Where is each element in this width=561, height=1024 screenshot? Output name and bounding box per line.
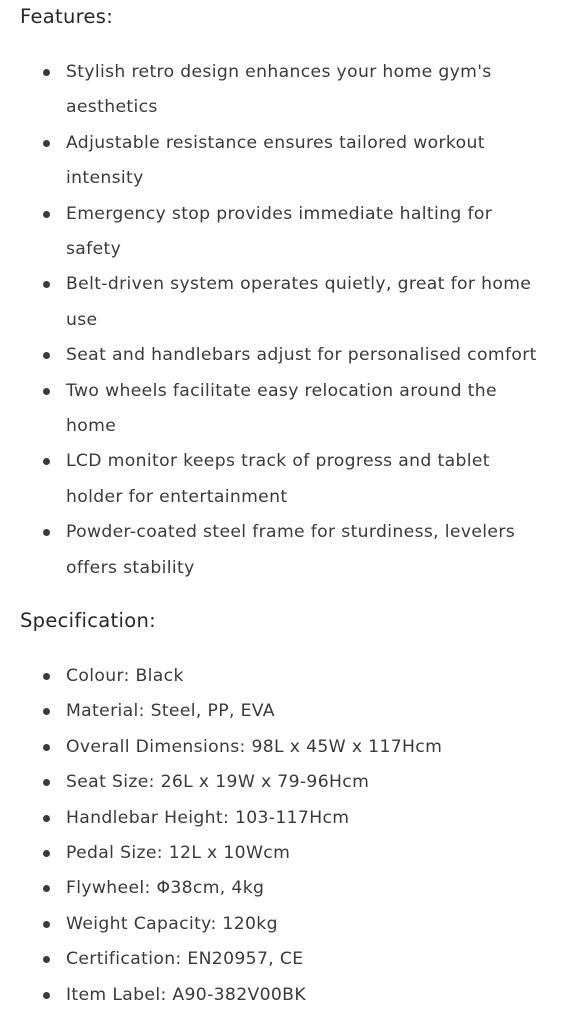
list-item (0, 374, 561, 445)
bullet-icon (43, 850, 50, 857)
list-item (0, 978, 561, 1013)
list-item (0, 55, 561, 126)
bullet-icon (43, 211, 50, 218)
bullet-icon (43, 885, 50, 892)
list-item (0, 907, 561, 942)
bullet-icon (43, 529, 50, 536)
bullet-icon (43, 956, 50, 963)
list-item (0, 801, 561, 836)
bullet-icon (43, 281, 50, 288)
spec-text: Seat Size: 26L x 19W x 79-96Hcm (66, 772, 370, 793)
feature-text: Two wheels facilitate easy relocation around the home (66, 380, 497, 437)
bullet-icon (43, 815, 50, 822)
specification-list (0, 659, 561, 1013)
bullet-icon (43, 458, 50, 465)
list-item (0, 765, 561, 800)
list-item (0, 515, 561, 586)
list-item (0, 871, 561, 906)
list-item (0, 197, 561, 268)
feature-text: Emergency stop provides immediate halting for safety (66, 203, 493, 260)
spec-text: Certification: EN20957, CE (66, 949, 304, 970)
spec-text: Flywheel: Φ38cm, 4kg (66, 878, 265, 899)
bullet-icon (43, 69, 50, 76)
list-item (0, 338, 561, 373)
spec-text: Pedal Size: 12L x 10Wcm (66, 843, 291, 864)
bullet-icon (43, 352, 50, 359)
spec-text: Material: Steel, PP, EVA (66, 701, 275, 722)
list-item (0, 267, 561, 338)
spec-text: Handlebar Height: 103-117Hcm (66, 807, 350, 828)
feature-text: Stylish retro design enhances your home gym's aesthetics (66, 62, 492, 118)
list-item (0, 730, 561, 765)
spec-text: Overall Dimensions: 98L x 45W x 117Hcm (66, 736, 443, 757)
bullet-icon (43, 921, 50, 928)
bullet-icon (43, 708, 50, 715)
feature-text: Adjustable resistance ensures tailored workout intensity (66, 132, 485, 189)
feature-text: Seat and handlebars adjust for personalised comfort (66, 345, 537, 366)
bullet-icon (43, 992, 50, 999)
feature-text: LCD monitor keeps track of progress and tablet holder for entertainment (66, 451, 490, 507)
list-item (0, 694, 561, 729)
bullet-icon (43, 744, 50, 751)
list-item (0, 444, 561, 515)
bullet-icon (43, 779, 50, 786)
list-item (0, 126, 561, 197)
bullet-icon (43, 673, 50, 680)
list-item (0, 659, 561, 694)
spec-text: Item Label: A90-382V00BK (66, 984, 306, 1005)
features-list (0, 55, 561, 586)
spec-text: Weight Capacity: 120kg (66, 913, 278, 934)
list-item (0, 942, 561, 977)
feature-text: Belt-driven system operates quietly, great for home use (66, 274, 532, 330)
bullet-icon (43, 140, 50, 147)
feature-text: Powder-coated steel frame for sturdiness, levelers offers stability (66, 522, 516, 578)
specification-heading: Specification: (20, 609, 156, 632)
bullet-icon (43, 388, 50, 395)
features-heading: Features: (20, 5, 114, 28)
list-item (0, 836, 561, 871)
spec-text: Colour: Black (66, 666, 184, 686)
